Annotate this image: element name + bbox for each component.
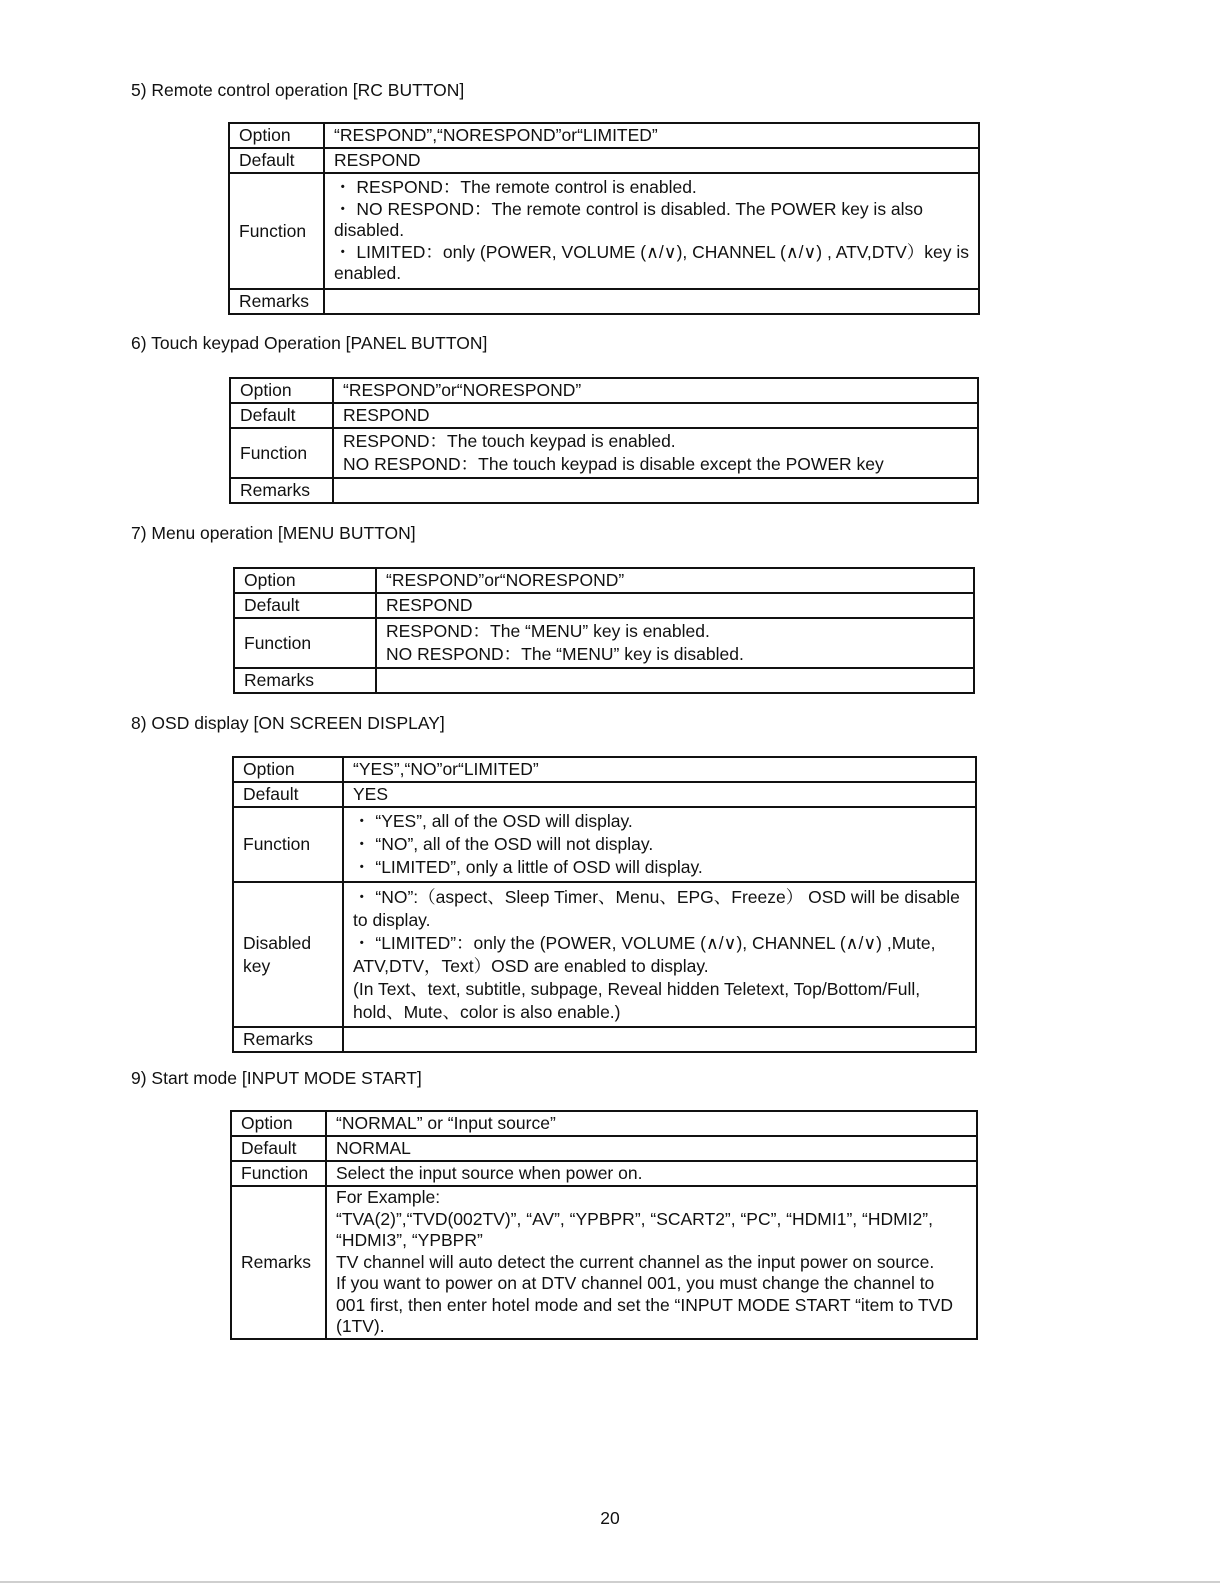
option-label: Option (234, 568, 376, 593)
table-row (229, 148, 979, 173)
option-label: Option (230, 378, 333, 403)
table-row (230, 403, 978, 428)
section-title-menu-button: 7) Menu operation [MENU BUTTON] (131, 523, 416, 543)
function-description (376, 618, 974, 668)
remarks-line: TV channel will auto detect the current channel as the input power on source. (336, 1251, 935, 1272)
function-label: Function (230, 428, 333, 478)
table-row (233, 1027, 976, 1052)
table-row (231, 1161, 977, 1186)
table-row (233, 807, 976, 882)
remarks-label: Remarks (230, 478, 333, 503)
function-line: ・ “NO”, all of the OSD will not display. (353, 834, 654, 854)
default-value: RESPOND (324, 148, 979, 173)
option-label: Option (233, 757, 343, 782)
remarks-line: “TVA(2)”,“TVD(002TV)”, “AV”, “YPBPR”, “SCART2”, “PC”, “HDMI1”, “HDMI2”, “HDMI3”, “YPBPR” (336, 1208, 933, 1250)
disabled-label-line: Disabled (243, 932, 312, 953)
table-row (233, 882, 976, 1027)
table-row (230, 428, 978, 478)
remarks-value (343, 1027, 976, 1052)
table-row (233, 757, 976, 782)
function-value: Select the input source when power on. (326, 1161, 977, 1186)
function-label: Function (231, 1161, 326, 1186)
default-label: Default (234, 593, 376, 618)
remarks-label: Remarks (231, 1186, 326, 1339)
function-label: Function (229, 173, 324, 289)
default-label: Default (231, 1136, 326, 1161)
default-value: RESPOND (333, 403, 978, 428)
option-value: “NORMAL” or “Input source” (326, 1111, 977, 1136)
section-title-rc-button: 5) Remote control operation [RC BUTTON] (131, 80, 465, 100)
table-row (229, 123, 979, 148)
function-line: ・ LIMITED：only (POWER, VOLUME (∧/∨), CHANNEL (∧/∨) , ATV,DTV）key is enabled. (334, 241, 969, 284)
default-label: Default (233, 782, 343, 807)
input-mode-start-table (230, 1110, 978, 1340)
panel-button-table (229, 377, 979, 504)
function-label: Function (234, 618, 376, 668)
disabled-line: ・ “NO”:（aspect、Sleep Timer、Menu、EPG、Freeze） OSD will be disable to display. (353, 886, 960, 930)
table-row (234, 568, 974, 593)
page-number: 20 (600, 1508, 620, 1528)
option-label: Option (231, 1111, 326, 1136)
option-label: Option (229, 123, 324, 148)
menu-button-table (233, 567, 975, 694)
section-title-panel-button: 6) Touch keypad Operation [PANEL BUTTON] (131, 333, 488, 353)
function-line: RESPOND：The touch keypad is enabled. (343, 431, 676, 451)
table-row (229, 173, 979, 289)
option-value: “YES”,“NO”or“LIMITED” (343, 757, 976, 782)
remarks-value (333, 478, 978, 503)
remarks-line: For Example: (336, 1187, 441, 1207)
table-row (234, 668, 974, 693)
disabled-key-description (343, 882, 976, 1027)
osd-display-table (232, 756, 977, 1053)
default-value: NORMAL (326, 1136, 977, 1161)
table-row (234, 618, 974, 668)
table-row (231, 1136, 977, 1161)
function-line: ・ NO RESPOND：The remote control is disabled. The POWER key is also disabled. (334, 198, 924, 241)
table-row (230, 378, 978, 403)
default-value: RESPOND (376, 593, 974, 618)
remarks-label: Remarks (229, 289, 324, 314)
default-label: Default (229, 148, 324, 173)
option-value: “RESPOND”or“NORESPOND” (333, 378, 978, 403)
function-description (333, 428, 978, 478)
table-row (233, 782, 976, 807)
option-value: “RESPOND”or“NORESPOND” (376, 568, 974, 593)
disabled-line: ・ “LIMITED”：only the (POWER, VOLUME (∧/∨), CHANNEL (∧/∨) ,Mute, ATV,DTV，Text）OSD are enabled to display. (353, 932, 936, 976)
remarks-line: If you want to power on at DTV channel 001, you must change the channel to 001 first, then enter hotel mode and set the “INPUT MODE START “item to TVD (1TV). (336, 1273, 953, 1336)
remarks-label: Remarks (234, 668, 376, 693)
table-row (230, 478, 978, 503)
table-row (231, 1186, 977, 1339)
remarks-value (324, 289, 979, 314)
section-title-osd-display: 8) OSD display [ON SCREEN DISPLAY] (131, 713, 445, 733)
table-row (234, 593, 974, 618)
disabled-key-label (233, 882, 343, 1027)
function-line: RESPOND：The “MENU” key is enabled. (386, 621, 710, 641)
function-line: ・ RESPOND：The remote control is enabled. (334, 177, 697, 198)
default-value: YES (343, 782, 976, 807)
table-row (229, 289, 979, 314)
option-value: “RESPOND”,“NORESPOND”or“LIMITED” (324, 123, 979, 148)
function-line: NO RESPOND：The touch keypad is disable except the POWER key (343, 454, 884, 474)
table-row (231, 1111, 977, 1136)
rc-button-table (228, 122, 980, 315)
remarks-label: Remarks (233, 1027, 343, 1052)
remarks-description (326, 1186, 977, 1339)
default-label: Default (230, 403, 333, 428)
function-label: Function (233, 807, 343, 882)
disabled-line: (In Text、text, subtitle, subpage, Reveal hidden Teletext, Top/Bottom/Full, hold、Mute、color is also enable.) (353, 978, 921, 1022)
function-line: NO RESPOND：The “MENU” key is disabled. (386, 644, 744, 664)
remarks-value (376, 668, 974, 693)
disabled-label-line: key (243, 955, 271, 976)
function-line: ・ “LIMITED”, only a little of OSD will display. (353, 857, 703, 877)
function-line: ・ “YES”, all of the OSD will display. (353, 811, 633, 831)
function-description (324, 173, 979, 289)
function-description (343, 807, 976, 882)
section-title-input-mode-start: 9) Start mode [INPUT MODE START] (131, 1068, 422, 1088)
